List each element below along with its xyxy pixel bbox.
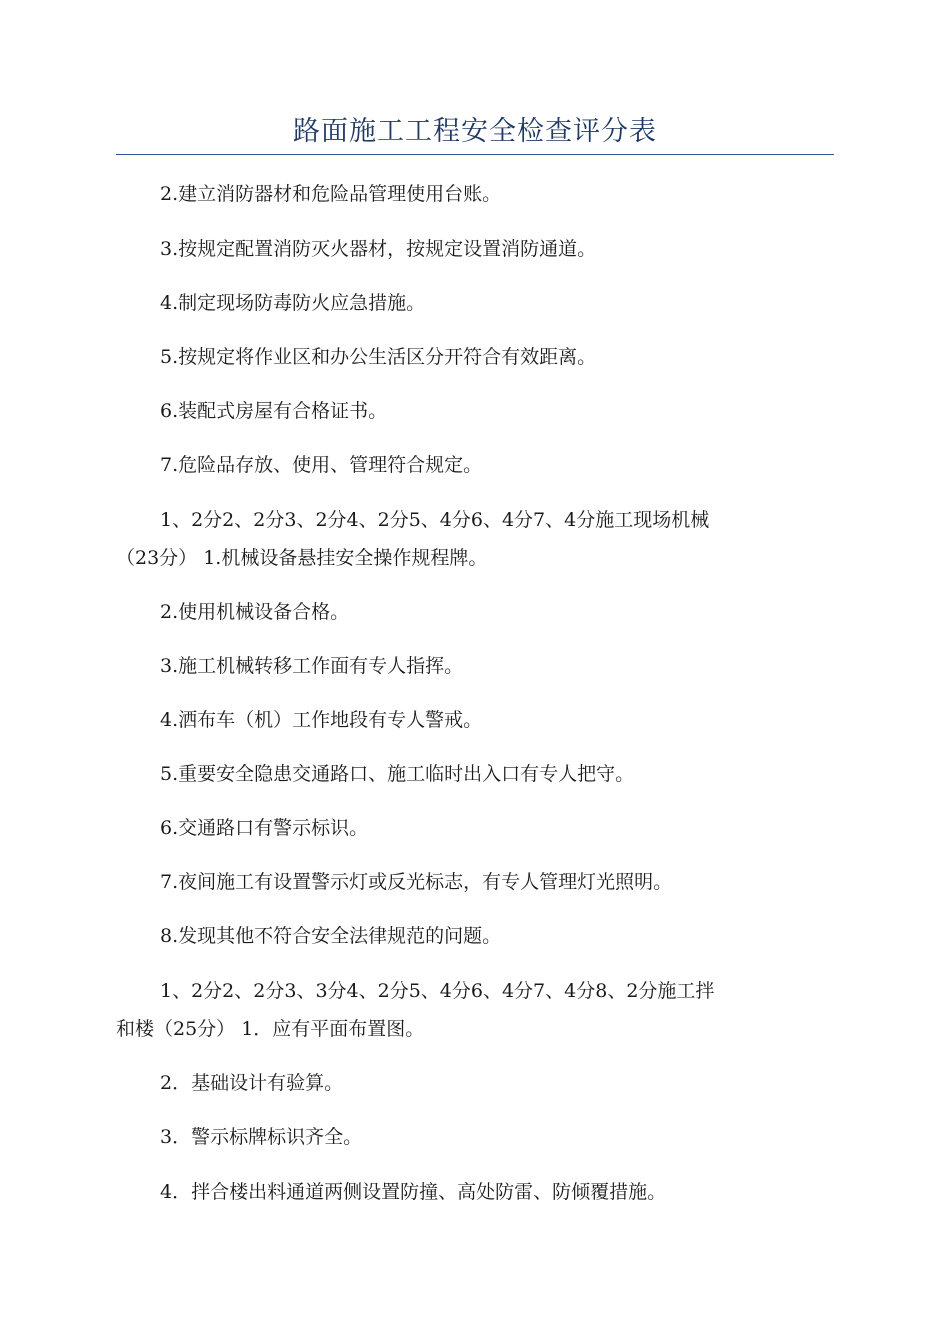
paragraph-line: 8.发现其他不符合安全法律规范的问题。	[160, 925, 502, 947]
paragraph-line: 1、2分2、2分3、2分4、2分5、4分6、4分7、4分施工现场机械	[160, 509, 710, 531]
document-title: 路面施工工程安全检查评分表	[293, 116, 657, 147]
paragraph-line: 3．警示标牌标识齐全。	[160, 1126, 363, 1148]
paragraph-line: 2.建立消防器材和危险品管理使用台账。	[160, 183, 502, 205]
paragraph-line: 4.制定现场防毒防火应急措施。	[160, 292, 426, 314]
paragraph-line: 2．基础设计有验算。	[160, 1072, 344, 1094]
paragraph-line: 7.夜间施工有设置警示灯或反光标志，有专人管理灯光照明。	[160, 871, 673, 893]
paragraph-line: 7.危险品存放、使用、管理符合规定。	[160, 454, 483, 476]
paragraph-line: 3.施工机械转移工作面有专人指挥。	[160, 655, 464, 677]
paragraph-line: 1、2分2、2分3、3分4、2分5、4分6、4分7、4分8、2分施工拌	[160, 980, 715, 1002]
paragraph-line: 5.重要安全隐患交通路口、施工临时出入口有专人把守。	[160, 763, 635, 785]
title-underline	[116, 154, 834, 155]
paragraph-line: 3.按规定配置消防灭火器材，按规定设置消防通道。	[160, 238, 597, 260]
paragraph-line: 5.按规定将作业区和办公生活区分开符合有效距离。	[160, 346, 597, 368]
paragraph-line: 4．拌合楼出料通道两侧设置防撞、高处防雷、防倾覆措施。	[160, 1181, 667, 1203]
paragraph-line: 2.使用机械设备合格。	[160, 601, 350, 623]
paragraph-line: 和楼（25分） 1．应有平面布置图。	[116, 1018, 425, 1040]
paragraph-line: 6.交通路口有警示标识。	[160, 817, 369, 839]
paragraph-line: 4.洒布车（机）工作地段有专人警戒。	[160, 709, 483, 731]
paragraph-line: （23分） 1.机械设备悬挂安全操作规程牌。	[116, 547, 488, 569]
paragraph-line: 6.装配式房屋有合格证书。	[160, 400, 388, 422]
